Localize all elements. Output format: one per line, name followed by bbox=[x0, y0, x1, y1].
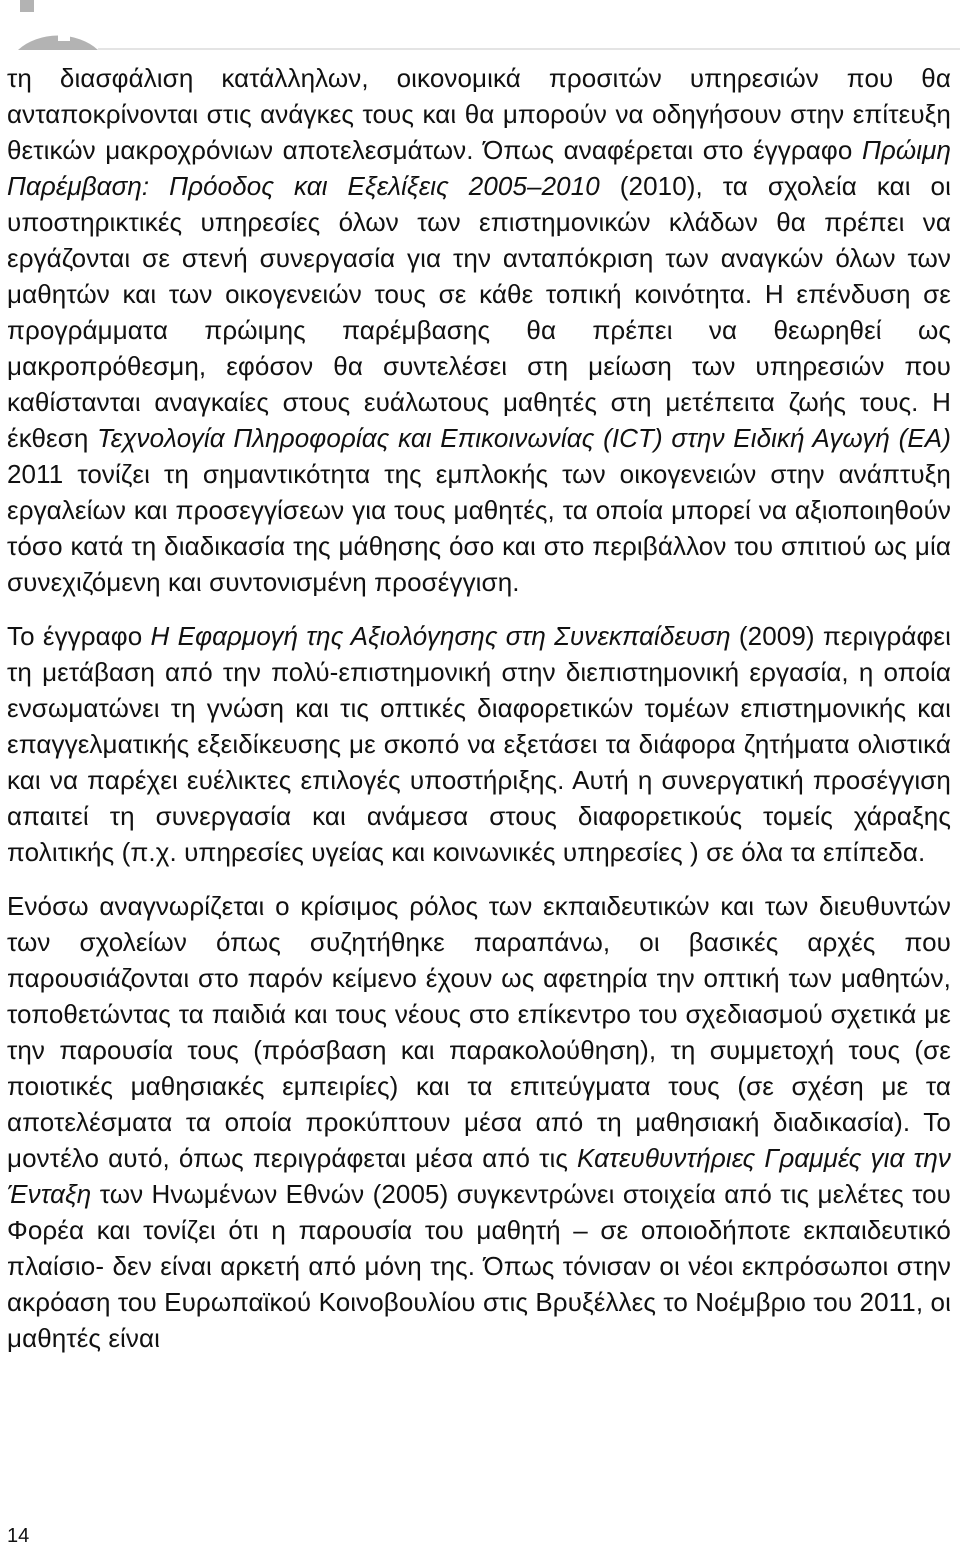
header-decoration bbox=[0, 0, 960, 50]
p1-seg1: τη διασφάλιση κατάλληλων, οικονομικά προσιτών υπηρεσιών που θα ανταποκρίνονται στις ανάγκες τους και θα μπορούν να οδηγήσουν στην επίτευξη θετικών μακροχρόνιων αποτελεσμάτων. Όπως αναφέρεται στο έγγραφο bbox=[7, 63, 951, 165]
p1-title-ict-report: Τεχνολογία Πληροφορίας και Επικοινωνίας (ICT) στην Ειδική Αγωγή (ΕΑ) bbox=[97, 423, 951, 453]
p3-seg1: Ενόσω αναγνωρίζεται ο κρίσιμος ρόλος των εκπαιδευτικών και των διευθυντών των σχολείων όπως συζητήθηκε παραπάνω, οι βασικές αρχές που παρουσιάζονται στο παρόν κείμενο έχουν ως αφετηρία την οπτική των μαθητών, τοποθετώντας τα παιδιά και τους νέους στο επίκεντρο του σχεδιασμού σχετικά με την παρουσία τους (πρόσβαση και παρακολούθηση), τη συμμετοχή τους (σε ποιοτικές μαθησιακές εμπειρίες) και τα επιτεύγματα τους (σε σχέση με τα αποτελέσματα τα οποία προκύπτουν μέσα από τη μαθησιακή διαδικασία). Το μοντέλο αυτό, όπως περιγράφεται μέσα από τις bbox=[7, 891, 951, 1173]
p1-seg3: (2010), τα σχολεία και οι υποστηρικτικές υπηρεσίες όλων των επιστημονικών κλάδων θα πρέπει να εργάζονται σε στενή συνεργασία για την ανταπόκριση των αναγκών όλων των μαθητών και των οικογενειών τους σε κάθε τοπική κοινότητα. Η επένδυση σε προγράμματα πρώιμης παρέμβασης θα πρέπει να θεωρηθεί ως μακροπρόθεσμη, εφόσον θα συντελέσει στη μείωση των υπηρεσιών που καθίστανται αναγκαίες στους ευάλωτους μαθητές στη μετέπειτα ζωής τους. Η έκθεση bbox=[7, 171, 951, 453]
p1-title-early-intervention: Πρώιμη Παρέμβαση: Πρόοδος και Εξελίξεις 2005–2010 bbox=[7, 135, 951, 201]
header-logo-square-right bbox=[58, 30, 70, 41]
p2-title-assessment: Η Εφαρμογή της Αξιολόγησης στη Συνεκπαίδευση bbox=[150, 621, 731, 651]
p2-seg1: Το έγγραφο bbox=[7, 621, 151, 651]
paragraph-3 bbox=[7, 888, 951, 1356]
p3-seg3: των Ηνωμένων Εθνών (2005) συγκεντρώνει στοιχεία από τις μελέτες του Φορέα και τονίζει ότι η παρουσία του μαθητή – σε οποιοδήποτε εκπαιδευτικό πλαίσιο- δεν είναι αρκετή από μόνη της. Όπως τόνισαν οι νέοι εκπρόσωποι στην ακρόαση του Ευρωπαϊκού Κοινοβουλίου στις Βρυξέλλες το Νοέμβριο του 2011, οι μαθητές είναι bbox=[7, 1179, 951, 1353]
header-logo-square-left bbox=[20, 0, 34, 12]
body-text bbox=[7, 60, 951, 1374]
page-number: 14 bbox=[7, 1525, 30, 1547]
p2-seg3: (2009) περιγράφει τη μετάβαση από την πολύ-επιστημονική στην διεπιστημονική εργασία, η οποία ενσωματώνει τη γνώση και τις οπτικές διαφορετικών τομέων επιστημονικής και επαγγελματικής εξειδίκευσης με σκοπό να εξετάσει τα διάφορα ζητήματα ολιστικά και να παρέχει ευέλικτες επιλογές υποστήριξης. Αυτή η συνεργατική προσέγγιση απαιτεί τη συνεργασία και ανάμεσα στους διαφορετικούς τομείς χάραξης πολιτικής (π.χ. υπηρεσίες υγείας και κοινωνικές υπηρεσίες ) σε όλα τα επίπεδα. bbox=[7, 621, 952, 867]
p1-seg5: 2011 τονίζει τη σημαντικότητα της εμπλοκής των οικογενειών στην ανάπτυξη εργαλείων και προσεγγίσεων για τους μαθητές, τα οποία μπορεί να αξιοποιηθούν τόσο κατά τη διαδικασία της μάθησης όσο και στο περιβάλλον του σπιτιού ως μία συνεχιζόμενη και συντονισμένη προσέγγιση. bbox=[7, 459, 951, 597]
paragraph-2 bbox=[7, 618, 951, 870]
paragraph-1 bbox=[7, 60, 951, 600]
p3-title-guidelines: Κατευθυντήριες Γραμμές για την Ένταξη bbox=[7, 1143, 951, 1209]
